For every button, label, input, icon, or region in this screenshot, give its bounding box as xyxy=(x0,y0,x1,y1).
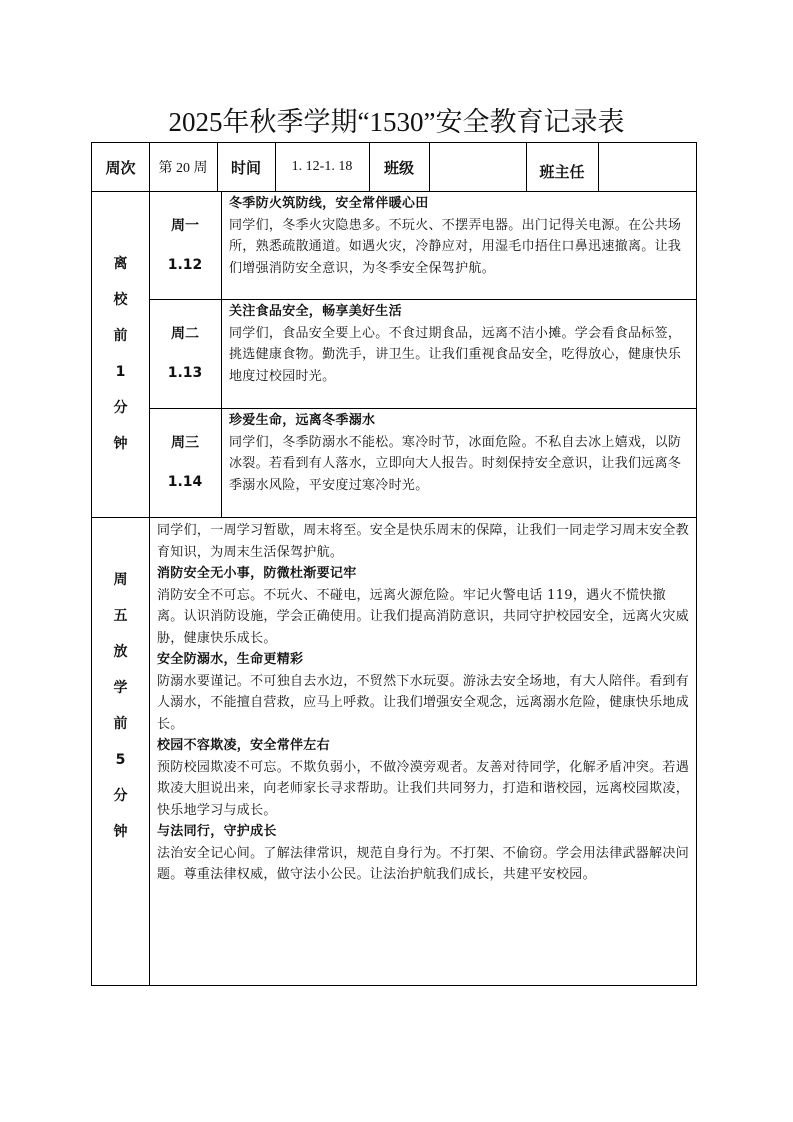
time-label: 时间 xyxy=(230,158,261,177)
day-cell-tuesday xyxy=(149,299,221,408)
day-content-monday xyxy=(221,191,696,299)
day-name: 周二 xyxy=(171,326,199,342)
friday-label-char: 周 xyxy=(113,572,128,588)
daily-label-char: 分 xyxy=(113,400,128,416)
daily-label-char: 前 xyxy=(113,328,128,344)
time-value: 1. 12-1. 18 xyxy=(291,159,353,174)
friday-label-char: 放 xyxy=(113,644,128,660)
friday-label-char: 五 xyxy=(113,608,128,624)
topic-heading: 安全防溺水，生命更精彩 xyxy=(157,652,304,667)
daily-label-char: 离 xyxy=(113,256,128,272)
topic-body: 预防校园欺凌不可忘。不欺负弱小，不做冷漠旁观者。友善对待同学，化解矛盾冲突。若遇欺凌大胆说出来，向老师家长寻求帮助。让我们共同努力，打造和谐校园，远离校园欺凌，快乐地学习与成长。 xyxy=(157,759,690,818)
friday-label-char: 分 xyxy=(113,788,128,804)
day-heading: 关注食品安全，畅享美好生活 xyxy=(229,304,402,319)
friday-content xyxy=(149,517,696,985)
friday-section-label xyxy=(92,517,149,985)
topic-heading: 校园不容欺凌，安全常伴左右 xyxy=(157,738,330,753)
day-name: 周一 xyxy=(171,218,199,234)
day-cell-monday xyxy=(149,191,221,299)
head-teacher-label: 班主任 xyxy=(539,162,585,181)
topic-heading: 消防安全无小事，防微杜渐要记牢 xyxy=(157,566,357,581)
day-date: 1.13 xyxy=(167,365,203,381)
day-heading: 冬季防火筑防线，安全常伴暖心田 xyxy=(229,196,429,211)
topic-body: 法治安全记心间。了解法律常识，规范自身行为。不打架、不偷窃。学会用法律武器解决问题。尊重法律权威，做守法小公民。让法治护航我们成长，共建平安校园。 xyxy=(157,845,690,882)
day-body: 同学们，冬季火灾隐患多。不玩火、不摆弄电器。出门记得关电源。在公共场所，熟悉疏散通道。如遇火灾，冷静应对，用湿毛巾捂住口鼻迅速撤离。让我们增强消防安全意识，为冬季安全保驾护航。 xyxy=(229,217,682,276)
record-table xyxy=(91,142,697,986)
day-content-tuesday xyxy=(221,299,696,408)
class-field[interactable] xyxy=(429,143,526,191)
day-body: 同学们，食品安全要上心。不食过期食品，远离不洁小摊。学会看食品标签，挑选健康食物。勤洗手，讲卫生。让我们重视食品安全，吃得放心，健康快乐地度过校园时光。 xyxy=(229,325,682,384)
topic-heading: 与法同行，守护成长 xyxy=(157,824,277,839)
day-body: 同学们，冬季防溺水不能松。寒冷时节，冰面危险。不私自去冰上嬉戏，以防冰裂。若看到有人落水，立即向大人报告。时刻保持安全意识，让我们远离冬季溺水风险，平安度过寒冷时光。 xyxy=(229,434,682,493)
daily-label-char: 校 xyxy=(113,292,128,308)
head-teacher-field[interactable] xyxy=(598,143,697,191)
friday-label-char: 5 xyxy=(115,752,126,768)
friday-label-char: 钟 xyxy=(113,824,128,840)
day-date: 1.12 xyxy=(167,257,203,273)
class-label: 班级 xyxy=(383,158,414,177)
day-content-wednesday xyxy=(221,408,696,517)
day-name: 周三 xyxy=(171,435,199,451)
topic-body: 消防安全不可忘。不玩火、不碰电，远离火源危险。牢记火警电话 119，遇火不慌快撤离。认识消防设施，学会正确使用。让我们提高消防意识，共同守护校园安全，远离火灾威胁，健康快乐成长。 xyxy=(157,587,690,646)
daily-section-label xyxy=(92,191,149,517)
page-title: 2025年秋季学期“1530”安全教育记录表 xyxy=(168,107,625,137)
daily-label-char: 1 xyxy=(115,364,126,380)
friday-label-char: 学 xyxy=(113,680,128,696)
topic-body: 防溺水要谨记。不可独自去水边，不贸然下水玩耍。游泳去安全场地，有大人陪伴。看到有人溺水，不能擅自营救，应马上呼救。让我们增强安全观念，远离溺水危险，健康快乐地成长。 xyxy=(157,673,690,732)
week-label: 周次 xyxy=(105,158,136,177)
friday-intro: 同学们，一周学习暂歇，周末将至。安全是快乐周末的保障，让我们一同走学习周末安全教育知识，为周末生活保驾护航。 xyxy=(157,523,690,560)
day-cell-wednesday xyxy=(149,408,221,517)
day-heading: 珍爱生命，远离冬季溺水 xyxy=(229,413,376,428)
week-value: 第 20 周 xyxy=(158,161,208,176)
daily-label-char: 钟 xyxy=(113,436,128,452)
day-date: 1.14 xyxy=(167,474,203,490)
friday-label-char: 前 xyxy=(113,716,128,732)
